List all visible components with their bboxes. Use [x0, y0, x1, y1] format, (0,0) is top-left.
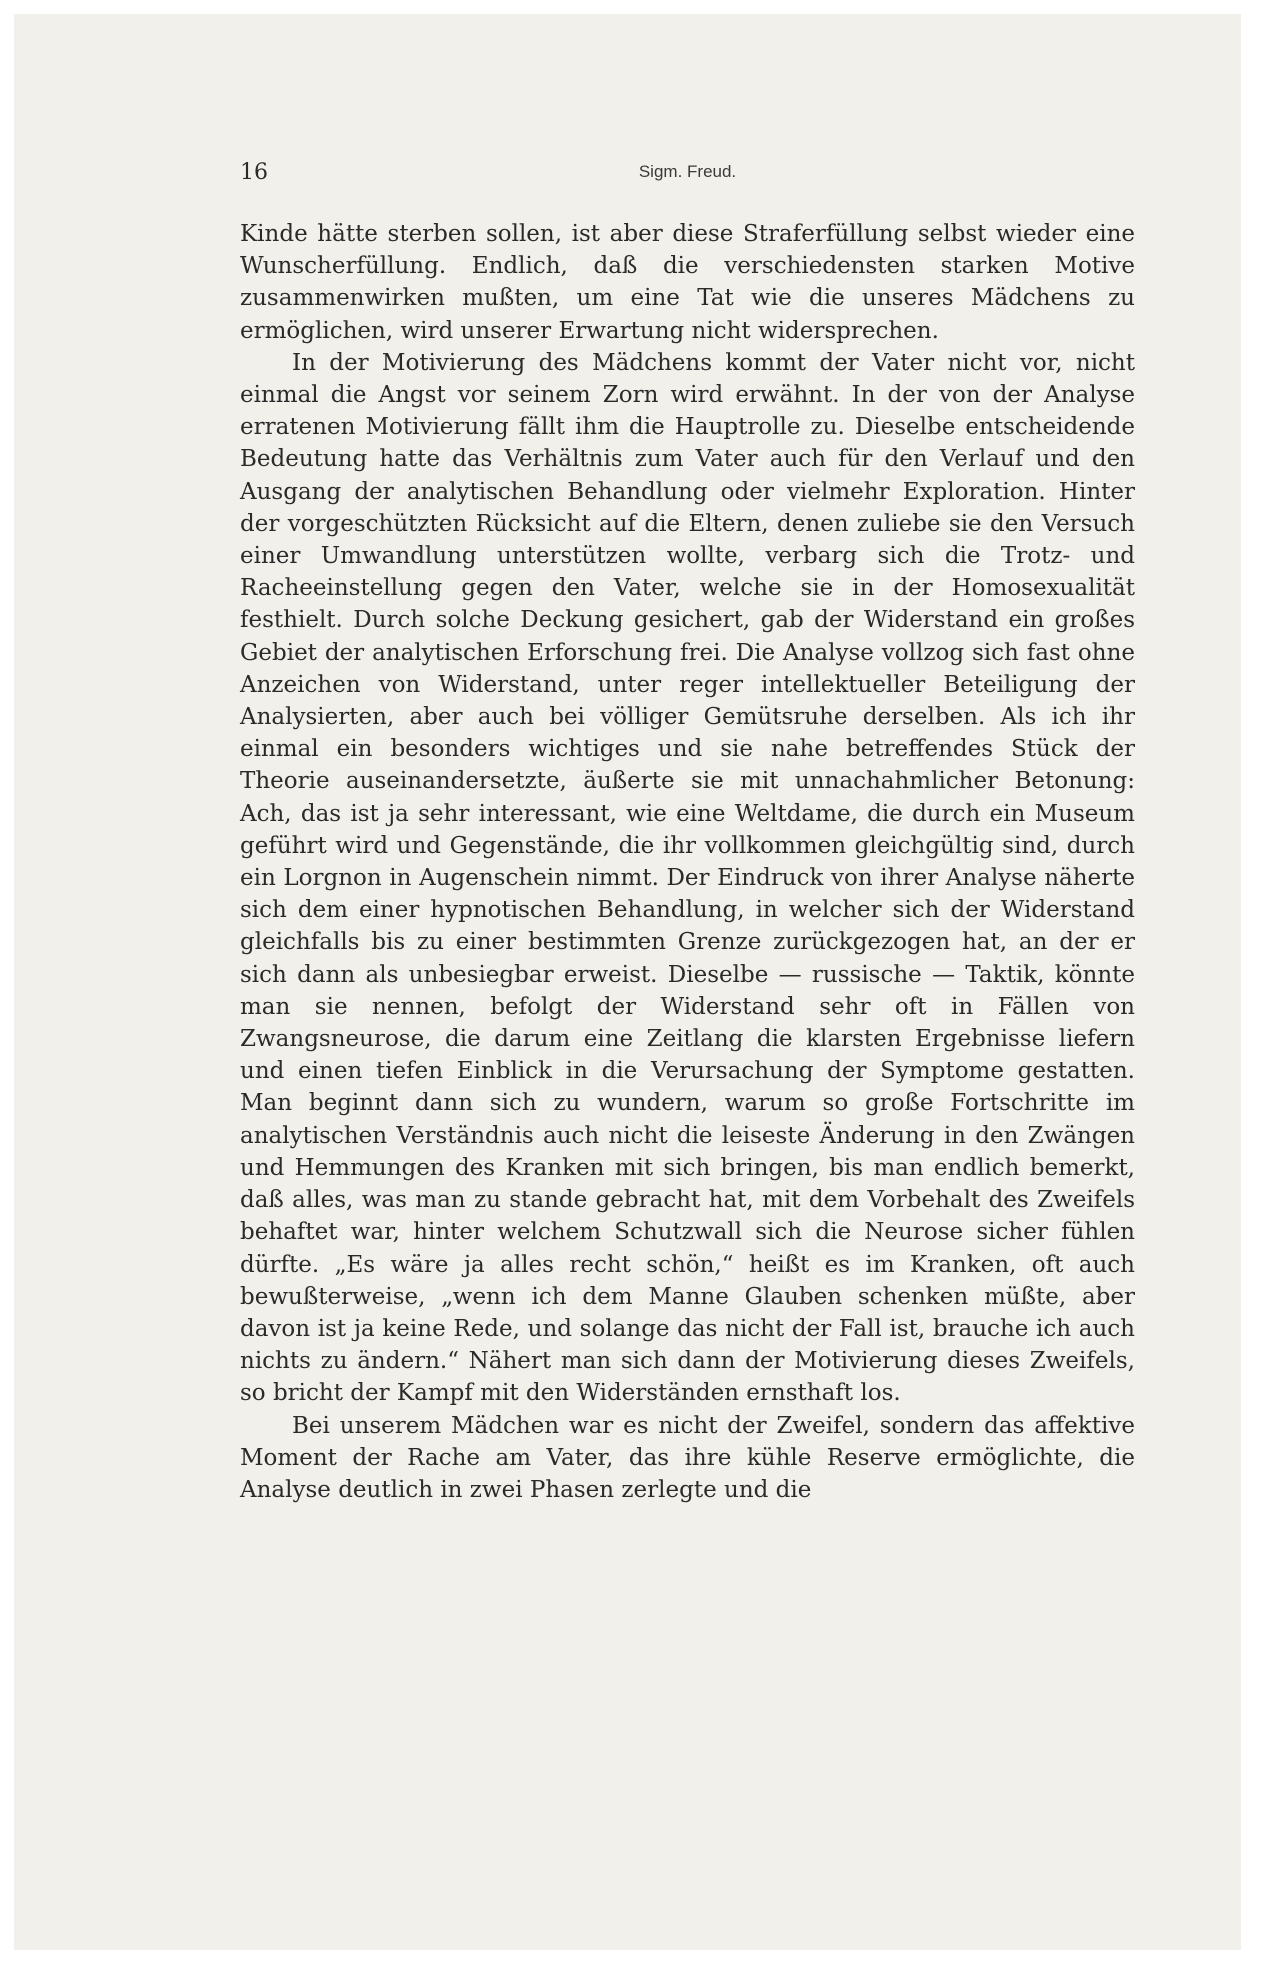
page-number: 16: [240, 160, 268, 185]
running-head-title: Sigm. Freud.: [638, 162, 737, 181]
running-head: [240, 160, 1135, 200]
paragraph: Bei unserem Mädchen war es nicht der Zweifel, sondern das affektive Moment der Rache am Vater, das ihre kühle Reserve ermöglichte, die Analyse deutlich in zwei Phasen zerlegte und die: [240, 1412, 1135, 1503]
paragraph-continued: Kinde hätte sterben sollen, ist aber diese Straferfüllung selbst wieder eine Wunscherfüllung. Endlich, daß die verschiedensten starken Motive zusammenwirken mußten, um eine Tat wie die unseres Mädchens zu ermöglichen, wird unserer Erwartung nicht widersprechen.: [240, 221, 1135, 344]
paragraph: In der Motivierung des Mädchens kommt der Vater nicht vor, nicht einmal die Angst vor seinem Zorn wird erwähnt. In der von der Analyse erratenen Motivierung fällt ihm die Hauptrolle zu. Dieselbe entscheidende Bedeutung hatte das Verhältnis zum Vater auch für den Verlauf und den Ausgang der analytischen Behandlung oder vielmehr Exploration. Hinter der vorgeschützten Rücksicht auf die Eltern, denen zuliebe sie den Versuch einer Umwandlung unterstützen wollte, verbarg sich die Trotz- und Racheeinstellung gegen den Vater, welche sie in der Homosexualität festhielt. Durch solche Deckung gesichert, gab der Widerstand ein großes Gebiet der analytischen Erforschung frei. Die Analyse vollzog sich fast ohne Anzeichen von Widerstand, unter reger intellektueller Beteiligung der Analysierten, aber auch bei völliger Gemütsruhe derselben. Als ich ihr einmal ein besonders wichtiges und sie nahe betreffendes Stück der Theorie auseinandersetzte, äußerte sie mit unnachahmlicher Betonung: Ach, das ist ja sehr interessant, wie eine Weltdame, die durch ein Museum geführt wird und Gegenstände, die ihr vollkommen gleichgültig sind, durch ein Lorgnon in Augenschein nimmt. Der Eindruck von ihrer Analyse näherte sich dem einer hypnotischen Behandlung, in welcher sich der Widerstand gleichfalls bis zu einer bestimmten Grenze zurückgezogen hat, an der er sich dann als unbesiegbar erweist. Dieselbe — russische — Taktik, könnte man sie nennen, befolgt der Widerstand sehr oft in Fällen von Zwangsneurose, die darum eine Zeitlang die klarsten Ergebnisse liefern und einen tiefen Einblick in die Verursachung der Symptome gestatten. Man beginnt dann sich zu wundern, warum so große Fortschritte im analytischen Verständnis auch nicht die leiseste Änderung in den Zwängen und Hemmungen des Kranken mit sich bringen, bis man endlich bemerkt, daß alles, was man zu stande gebracht hat, mit dem Vorbehalt des Zweifels behaftet war, hinter welchem Schutzwall sich die Neurose sicher fühlen dürfte. „Es wäre ja alles recht schön,“ heißt es im Kranken, oft auch bewußterweise, „wenn ich dem Manne Glauben schenken müßte, aber davon ist ja keine Rede, und solange das nicht der Fall ist, brauche ich auch nichts zu ändern.“ Nähert man sich dann der Motivierung dieses Zweifels, so bricht der Kampf mit den Widerständen ernsthaft los.: [240, 349, 1135, 1407]
body-text: [240, 218, 1135, 1506]
book-page: [240, 160, 1135, 1506]
